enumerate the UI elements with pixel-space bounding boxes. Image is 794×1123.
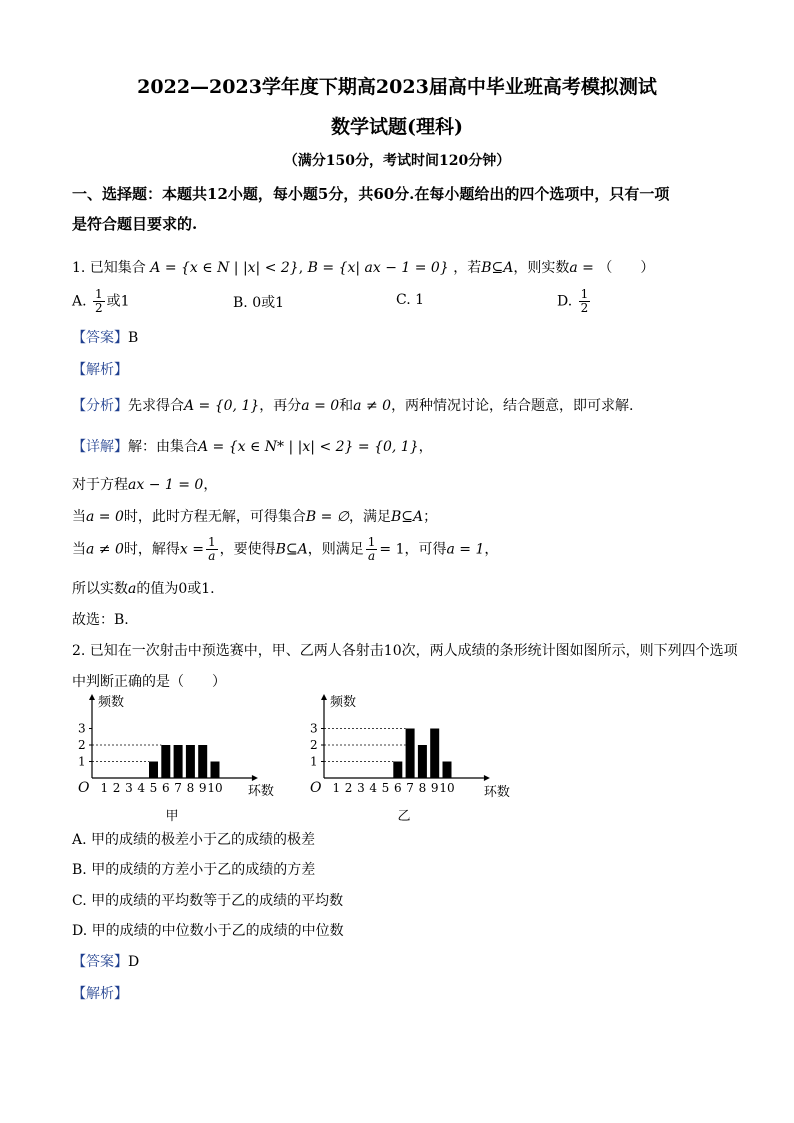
- q2-stem-line1: 2. 已知在一次射击中预选赛中，甲、乙两人各射击10次，两人成绩的条形统计图如图所示，则下列四个选项: [72, 643, 738, 659]
- q1-option-a[interactable]: [72, 288, 130, 315]
- q1-fenxi: [72, 395, 634, 415]
- q1-line5: [72, 578, 215, 598]
- y-tick-label: 1: [310, 754, 318, 769]
- detail-text: ，: [418, 439, 433, 455]
- x-tick-label: 10: [439, 781, 455, 795]
- q1-option-d[interactable]: [557, 288, 592, 315]
- q1-line2: [72, 474, 217, 494]
- q1-set-b: B = {x| ax − 1 = 0}: [307, 260, 449, 276]
- q1-stem: [72, 257, 654, 277]
- fenxi-math: a ≠ 0: [353, 398, 392, 414]
- answer-value: B: [128, 330, 139, 346]
- frac-numerator: 1: [367, 535, 376, 549]
- q1-answer: [72, 327, 138, 347]
- x-tick-label: 7: [174, 781, 182, 795]
- x-tick-label: 1: [332, 781, 341, 795]
- y-tick-label: 2: [78, 738, 86, 752]
- y-tick-label: 2: [310, 738, 318, 752]
- frac-denominator: a: [367, 549, 376, 563]
- bar-8: [186, 745, 195, 778]
- q1-stem-prefix: 1. 已知集合: [72, 260, 146, 276]
- fenxi-text: ，再分: [259, 398, 302, 414]
- detail-tag: 【详解】: [72, 439, 128, 455]
- x-tick-label: 1: [100, 781, 109, 795]
- q1-stem-mid: ，若: [453, 260, 482, 276]
- x-tick-label: 8: [418, 781, 427, 795]
- frac-denominator: a: [208, 549, 216, 563]
- y-tick-label: 1: [78, 754, 86, 769]
- chart-yi: [300, 690, 510, 822]
- x-tick-label: 3: [125, 781, 133, 795]
- x-axis-arrow: [484, 775, 490, 781]
- chart-jia: [68, 690, 278, 822]
- x-tick-label: 9: [198, 781, 207, 795]
- q2-option-a[interactable]: A. 甲的成绩的极差小于乙的成绩的极差: [72, 832, 316, 848]
- x-tick-label: 6: [393, 781, 402, 795]
- x-tick-label: 4: [137, 781, 146, 795]
- answer-tag: 【答案】: [72, 330, 128, 346]
- line-text: 的值为: [136, 581, 179, 597]
- q2-answer: [72, 951, 139, 971]
- line-math: = 1: [379, 541, 405, 558]
- q1-var-a: a =: [569, 260, 594, 276]
- bar-8: [418, 745, 427, 778]
- exam-note: （满分150分，考试时间120分钟）: [283, 153, 511, 169]
- q1-line3: [72, 506, 437, 526]
- q1-line4: [72, 536, 498, 563]
- detail-math: A = {x ∈ N* | |x| < 2} = {0, 1}: [198, 439, 419, 455]
- y-axis-label: 频数: [330, 695, 357, 710]
- q1-detail: [72, 436, 433, 456]
- line-text: ，则满足: [307, 541, 364, 558]
- line-math: x =: [179, 541, 204, 558]
- line-text: 所以实数: [72, 581, 128, 597]
- line-text: 当: [72, 509, 86, 525]
- q2-option-d[interactable]: D. 甲的成绩的中位数小于乙的成绩的中位数: [72, 923, 344, 939]
- detail-text: 解：由集合: [128, 439, 198, 455]
- q1-comma: ,: [298, 260, 304, 276]
- x-tick-label: 6: [161, 781, 170, 795]
- line-math: B⊆A: [391, 509, 424, 525]
- x-tick-label: 4: [369, 781, 378, 795]
- section-heading-line1: 一、选择题：本题共12小题，每小题5分，共60分.在每小题给出的四个选项中，只有一项: [72, 185, 670, 203]
- x-axis-arrow: [252, 775, 258, 781]
- line-text: ，: [484, 541, 499, 558]
- q1-option-c[interactable]: C. 1: [396, 292, 425, 308]
- line-math: a = 0: [86, 509, 124, 525]
- q2-option-b[interactable]: B. 甲的成绩的方差小于乙的成绩的方差: [72, 862, 316, 878]
- line-text: ；: [423, 509, 438, 525]
- x-tick-label: 2: [112, 781, 121, 795]
- bar-10: [443, 762, 452, 779]
- q1-analysis-tag: 【解析】: [72, 362, 128, 378]
- q1-option-d-fraction: [579, 288, 591, 315]
- exam-title: 2022—2023学年度下期高2023届高中毕业班高考模拟测试: [137, 76, 657, 98]
- answer-value: D: [128, 954, 140, 970]
- bar-5: [149, 762, 158, 779]
- q1-option-d-label: D.: [557, 293, 573, 310]
- line-text: 0或1.: [178, 581, 215, 597]
- line-math: ax − 1 = 0: [128, 477, 204, 493]
- exam-subtitle: 数学试题(理科): [331, 116, 463, 138]
- line-fraction: [366, 536, 378, 563]
- y-tick-label: 3: [310, 721, 318, 736]
- frac-numerator: 1: [95, 287, 103, 301]
- line-math: a ≠ 0: [86, 541, 124, 558]
- y-axis-arrow: [89, 694, 95, 700]
- q1-stem-mid2: ，则实数: [513, 260, 570, 276]
- frac-denominator: 2: [580, 301, 589, 315]
- q1-option-a-label: A.: [72, 293, 87, 310]
- q1-option-a-rest: 或1: [106, 293, 130, 310]
- x-tick-label: 5: [149, 781, 158, 795]
- line-text: 当: [72, 541, 86, 558]
- line-text: 时，解得: [123, 541, 180, 558]
- x-tick-label: 3: [357, 781, 365, 795]
- x-tick-label: 5: [381, 781, 390, 795]
- origin-label: O: [78, 780, 90, 796]
- x-tick-label: 9: [430, 781, 439, 795]
- q1-option-a-fraction: [93, 288, 105, 315]
- fenxi-text: ，两种情况讨论，结合题意，即可求解.: [391, 398, 634, 414]
- line-text: 时，此时方程无解，可得集合: [123, 509, 306, 525]
- chart-caption: 乙: [397, 809, 411, 822]
- x-tick-label: 2: [344, 781, 353, 795]
- fenxi-math: A = {0, 1}: [184, 398, 260, 414]
- x-tick-label: 8: [186, 781, 195, 795]
- frac-numerator: 1: [580, 287, 589, 301]
- q1-stem-suffix: （ ）: [598, 260, 655, 276]
- x-tick-label: 10: [207, 781, 223, 795]
- bar-9: [430, 729, 439, 779]
- line-text: ，要使得: [219, 541, 276, 558]
- line-fraction: [206, 536, 218, 563]
- line-math: B = ∅: [305, 509, 350, 525]
- fenxi-text: 和: [339, 398, 354, 414]
- bar-7: [174, 745, 183, 778]
- fenxi-tag: 【分析】: [72, 398, 128, 414]
- line-text: ，可得: [404, 541, 447, 558]
- q1-set-a: A = {x ∈ N | |x| < 2}: [150, 260, 299, 276]
- origin-label: O: [310, 780, 322, 796]
- x-axis-label: 环数: [247, 784, 274, 799]
- q2-stem-line2: 中判断正确的是（ ）: [72, 674, 226, 690]
- y-axis-arrow: [321, 694, 327, 700]
- fenxi-math: a = 0: [301, 398, 340, 414]
- line-text: 对于方程: [72, 477, 128, 493]
- line-math: a = 1: [446, 541, 485, 558]
- frac-numerator: 1: [207, 535, 216, 549]
- bar-6: [161, 745, 170, 778]
- fenxi-text: 先求得合: [128, 398, 184, 414]
- x-axis-label: 环数: [483, 785, 510, 800]
- line-math: a: [128, 581, 137, 597]
- frac-denominator: 2: [95, 301, 103, 315]
- line-math: B⊆A: [275, 541, 308, 558]
- x-tick-label: 7: [406, 781, 414, 795]
- y-axis-label: 频数: [98, 695, 125, 710]
- chart-caption: 甲: [165, 809, 179, 822]
- bar-6: [393, 762, 402, 779]
- q2-analysis-tag: 【解析】: [72, 986, 128, 1002]
- answer-tag: 【答案】: [72, 954, 128, 970]
- q2-option-c[interactable]: C. 甲的成绩的平均数等于乙的成绩的平均数: [72, 893, 344, 909]
- line-text: ，满足: [349, 509, 392, 525]
- section-heading-line2: 是符合题目要求的.: [72, 215, 198, 233]
- line-text: ，: [203, 477, 218, 493]
- bar-10: [211, 762, 220, 779]
- bar-7: [406, 729, 415, 779]
- y-tick-label: 3: [78, 721, 86, 736]
- q1-option-b[interactable]: B. 0或1: [233, 295, 285, 311]
- bar-9: [198, 745, 207, 778]
- q1-line6: 故选：B.: [72, 612, 129, 628]
- q1-subset: B⊆A: [481, 260, 514, 276]
